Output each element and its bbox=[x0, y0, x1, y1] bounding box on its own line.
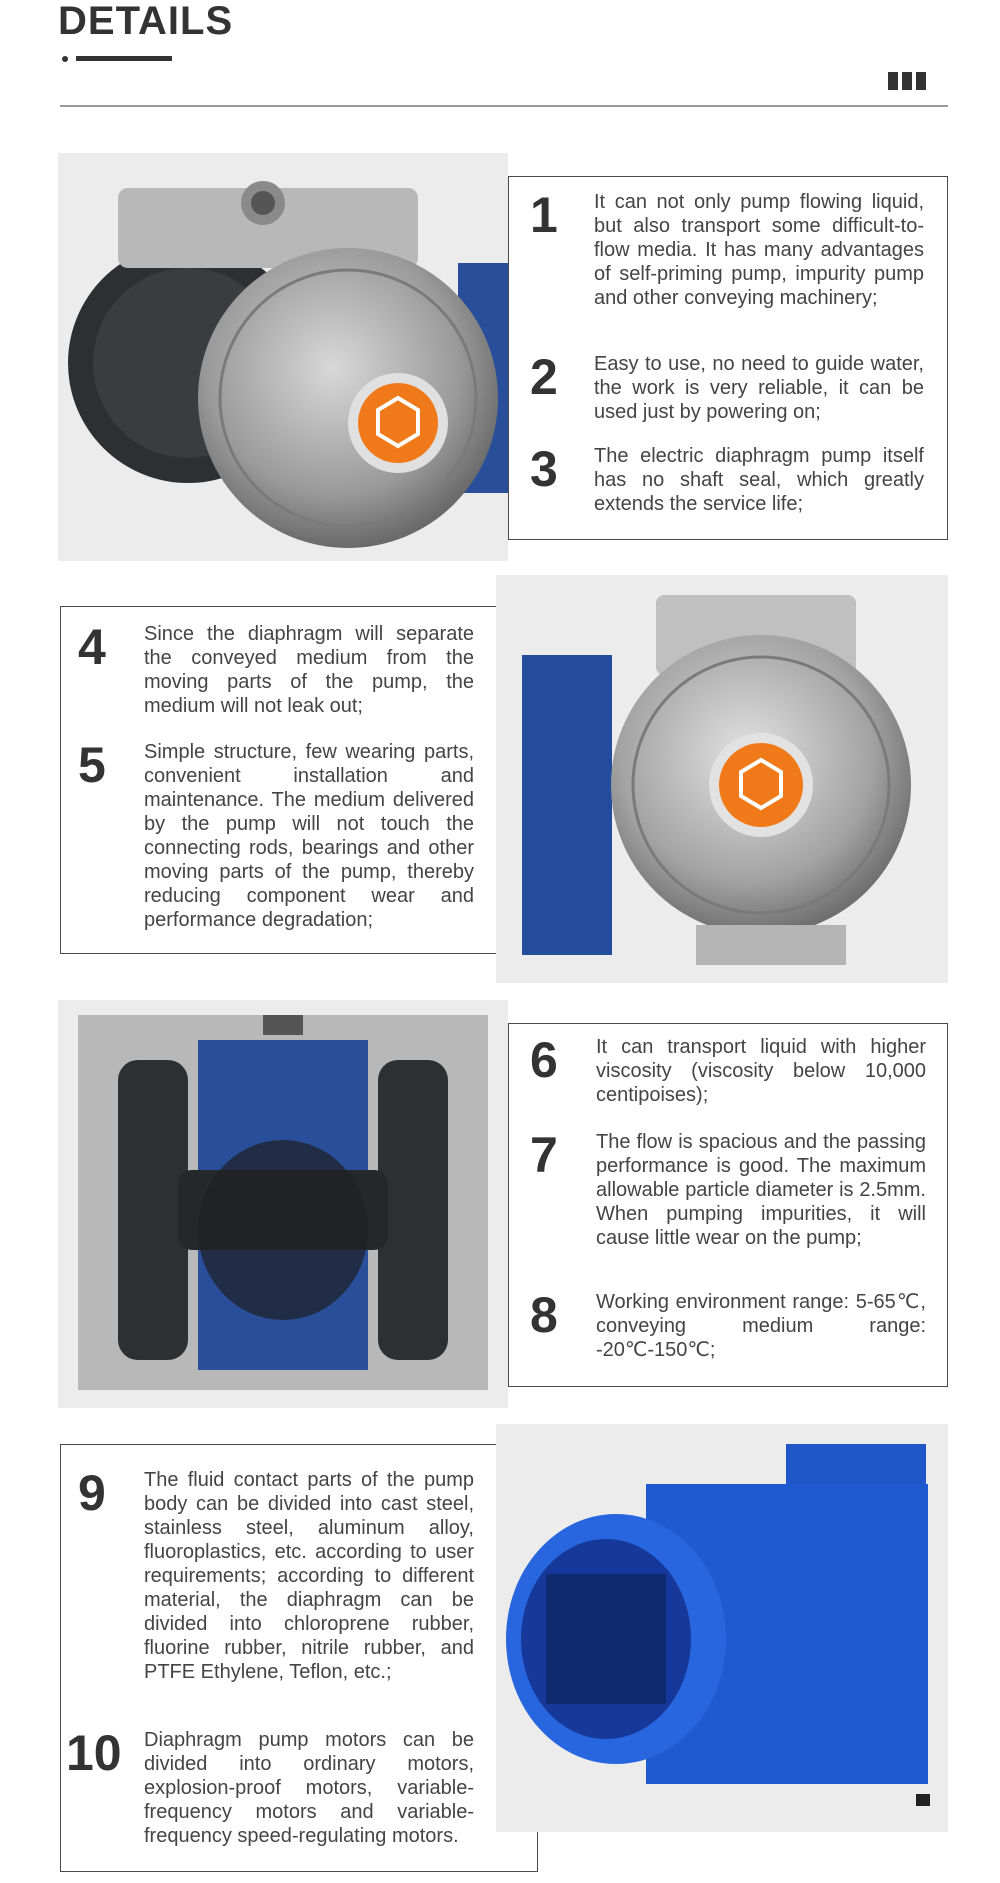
detail-item-5 bbox=[78, 737, 478, 932]
detail-number: 5 bbox=[78, 740, 144, 932]
menu-bars-icon bbox=[888, 72, 926, 90]
detail-number: 2 bbox=[530, 352, 594, 424]
title-underline bbox=[76, 56, 172, 61]
detail-item-10 bbox=[66, 1725, 478, 1848]
detail-text: The electric diaphragm pump itself has no shaft seal, which greatly extends the service life; bbox=[594, 445, 924, 515]
detail-item-8 bbox=[530, 1287, 930, 1362]
header-divider bbox=[60, 105, 948, 107]
detail-text: It can transport liquid with higher viscosity (viscosity below 10,000 centipoises); bbox=[596, 1036, 926, 1106]
detail-item-3 bbox=[530, 441, 930, 516]
detail-text: It can not only pump flowing liquid, but also transport some difficult-to-flow media. It has many advantages of self-priming pump, impurity pump and other conveying machinery; bbox=[594, 191, 924, 309]
pump-motor-image bbox=[496, 1424, 948, 1832]
detail-item-4 bbox=[78, 619, 478, 718]
detail-number: 3 bbox=[530, 444, 594, 516]
detail-item-2 bbox=[530, 349, 930, 424]
detail-number: 7 bbox=[530, 1130, 596, 1250]
diaphragm-pump-back-image bbox=[58, 1000, 508, 1408]
title-underline-dot bbox=[62, 56, 68, 62]
detail-item-6 bbox=[530, 1032, 930, 1107]
detail-item-1 bbox=[530, 187, 930, 310]
page-title: DETAILS bbox=[58, 0, 234, 43]
detail-text: The fluid contact parts of the pump body can be divided into cast steel, stainless steel, aluminum alloy, fluoroplastics, etc. according to user requirements; according to different material, the diaphragm can be divided into chloroprene rubber, fluorine rubber, nitrile rubber, and PTFE Ethylene, Teflon, etc.; bbox=[144, 1469, 474, 1683]
detail-item-9 bbox=[78, 1465, 478, 1684]
detail-number: 1 bbox=[530, 190, 594, 310]
detail-text: The flow is spacious and the passing performance is good. The maximum allowable particle diameter is 2.5mm. When pumping impurities, it will cause little wear on the pump; bbox=[596, 1131, 926, 1249]
detail-item-7 bbox=[530, 1127, 930, 1250]
motor-photo bbox=[496, 1424, 948, 1832]
detail-number: 10 bbox=[66, 1728, 144, 1848]
diaphragm-pump-side-image bbox=[496, 575, 948, 983]
detail-text: Working environment range: 5-65℃, conveying medium range: -20℃-150℃; bbox=[596, 1291, 926, 1361]
detail-number: 4 bbox=[78, 622, 144, 718]
diaphragm-pump-front-image bbox=[58, 153, 508, 561]
pump-photo-side bbox=[496, 575, 948, 983]
detail-number: 6 bbox=[530, 1035, 596, 1107]
detail-number: 9 bbox=[78, 1468, 144, 1684]
detail-text: Simple structure, few wearing parts, convenient installation and maintenance. The medium delivered by the pump will not touch the connecting rods, bearings and other moving parts of the pump, thereby reducing component wear and performance degradation; bbox=[144, 741, 474, 931]
detail-text: Diaphragm pump motors can be divided into ordinary motors, explosion-proof motors, variable-frequency motors and variable-frequency speed-regulating motors. bbox=[144, 1729, 474, 1847]
detail-text: Since the diaphragm will separate the conveyed medium from the moving parts of the pump, the medium will not leak out; bbox=[144, 623, 474, 717]
pump-photo-front bbox=[58, 153, 508, 561]
detail-text: Easy to use, no need to guide water, the work is very reliable, it can be used just by powering on; bbox=[594, 353, 924, 423]
pump-photo-back bbox=[58, 1000, 508, 1408]
detail-number: 8 bbox=[530, 1290, 596, 1362]
